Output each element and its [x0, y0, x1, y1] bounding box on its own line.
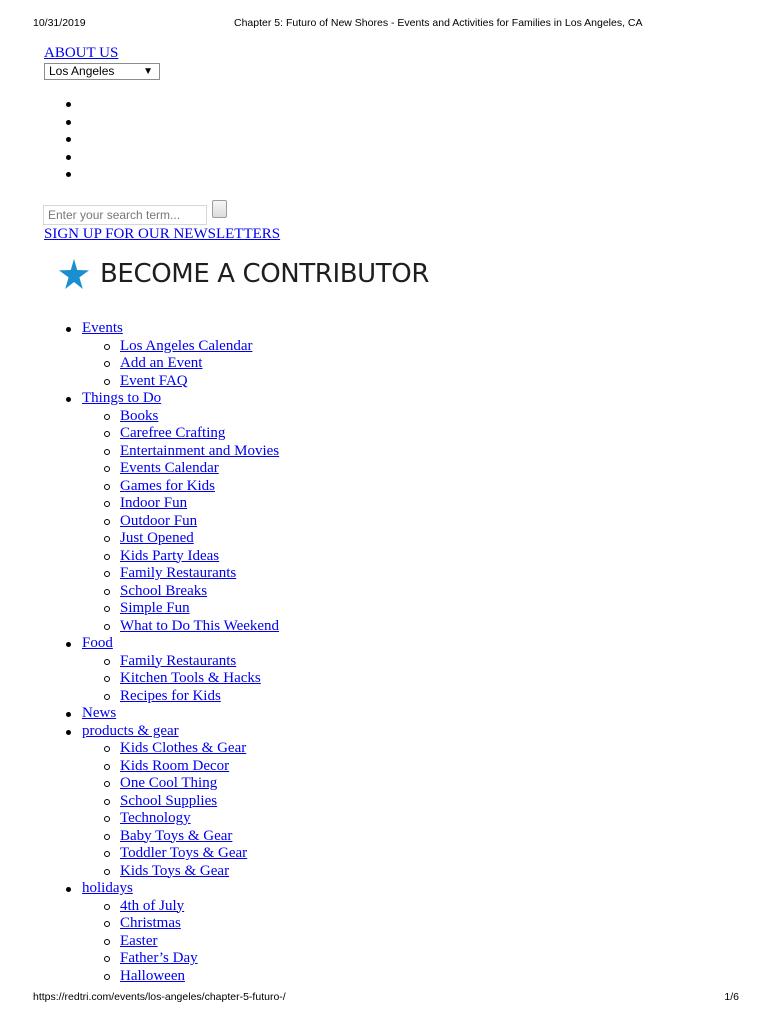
bullet-circle	[104, 816, 110, 822]
print-date: 10/31/2019	[33, 17, 86, 29]
bullet-circle	[104, 676, 110, 682]
sub-nav-item	[44, 810, 279, 828]
bullet-dot	[66, 120, 71, 125]
nav-item-food	[44, 635, 279, 705]
sub-nav-link-event-faq[interactable]: Event FAQ	[120, 372, 188, 389]
print-url: https://redtri.com/events/los-angeles/chapter-5-futuro-/	[33, 991, 286, 1003]
about-us-link[interactable]: ABOUT US	[44, 45, 119, 61]
nav-link-products-gear[interactable]: products & gear	[82, 722, 179, 739]
dropdown-caret-icon: ▼	[143, 66, 153, 77]
sub-nav-item	[44, 565, 279, 583]
sub-nav-item	[44, 688, 279, 706]
print-header	[0, 17, 770, 33]
sub-nav-link-christmas[interactable]: Christmas	[120, 915, 181, 931]
sub-nav-link-father-s-day[interactable]: Father’s Day	[120, 950, 198, 966]
nav-item-products-gear	[44, 723, 279, 881]
nav-item-news	[44, 705, 279, 723]
sub-nav-item	[44, 338, 279, 356]
bullet-circle	[104, 974, 110, 980]
sub-nav-item	[44, 793, 279, 811]
nav-row	[44, 320, 279, 338]
bullet-circle	[104, 939, 110, 945]
sub-nav-item	[44, 740, 279, 758]
sub-nav-link-outdoor-fun[interactable]: Outdoor Fun	[120, 512, 198, 529]
sub-nav-link-one-cool-thing[interactable]: One Cool Thing	[120, 775, 218, 791]
star-icon	[58, 258, 90, 290]
nav-link-events[interactable]: Events	[82, 320, 123, 336]
bullet-circle	[104, 659, 110, 665]
sub-nav-item	[44, 478, 279, 496]
bullet-circle	[104, 746, 110, 752]
sub-nav-item	[44, 828, 279, 846]
sub-nav-item	[44, 408, 279, 426]
sub-nav-item	[44, 513, 279, 531]
sub-nav-link-books[interactable]: Books	[120, 407, 159, 424]
nav-item-events	[44, 320, 279, 390]
sub-nav-link-kids-room-decor[interactable]: Kids Room Decor	[120, 757, 230, 774]
sub-nav-link-just-opened[interactable]: Just Opened	[120, 530, 194, 546]
nav-link-food[interactable]: Food	[82, 635, 113, 651]
sub-nav-item	[44, 670, 279, 688]
print-page-title: Chapter 5: Futuro of New Shores - Events and Activities for Families in Los Angeles, CA	[234, 17, 643, 29]
bullet-circle	[104, 519, 110, 525]
bullet-circle	[104, 431, 110, 437]
bullet-circle	[104, 764, 110, 770]
bullet-dot	[66, 172, 71, 177]
bullet-circle	[104, 694, 110, 700]
newsletter-signup-link[interactable]: SIGN UP FOR OUR NEWSLETTERS	[44, 226, 281, 242]
search-input[interactable]	[43, 205, 207, 225]
sub-nav-link-add-an-event[interactable]: Add an Event	[120, 355, 203, 371]
bullet-circle	[104, 414, 110, 420]
contributor-label: BECOME A CONTRIBUTOR	[100, 259, 430, 289]
bullet-dot	[66, 137, 71, 142]
main-nav	[44, 320, 279, 985]
sub-nav-item	[44, 775, 279, 793]
bullet-circle	[104, 449, 110, 455]
sub-nav-link-technology[interactable]: Technology	[120, 810, 191, 826]
bullet-dot	[66, 887, 71, 892]
sub-nav-link-what-to-do-this-weekend[interactable]: What to Do This Weekend	[120, 617, 280, 634]
sub-nav-item	[44, 495, 279, 513]
bullet-circle	[104, 606, 110, 612]
sub-nav-link-baby-toys-gear[interactable]: Baby Toys & Gear	[120, 827, 233, 844]
nav-item-holidays	[44, 880, 279, 985]
become-contributor-banner[interactable]	[58, 256, 429, 292]
bullet-circle	[104, 589, 110, 595]
sub-nav-list	[44, 653, 279, 706]
bullet-circle	[104, 361, 110, 367]
sub-nav-link-kids-clothes-gear[interactable]: Kids Clothes & Gear	[120, 740, 247, 756]
bullet-circle	[104, 379, 110, 385]
bullet-circle	[104, 501, 110, 507]
sub-nav-link-simple-fun[interactable]: Simple Fun	[120, 600, 190, 616]
nav-row	[44, 723, 279, 741]
sub-nav-item	[44, 443, 279, 461]
sub-nav-list	[44, 338, 279, 391]
sub-nav-item	[44, 373, 279, 391]
bullet-circle	[104, 466, 110, 472]
bullet-dot	[66, 642, 71, 647]
nav-link-news[interactable]: News	[82, 705, 117, 721]
sub-nav-item	[44, 618, 279, 636]
bullet-circle	[104, 344, 110, 350]
sub-nav-link-indoor-fun[interactable]: Indoor Fun	[120, 495, 188, 511]
print-page-number: 1/6	[724, 991, 739, 1003]
sub-nav-item	[44, 548, 279, 566]
search-submit-button[interactable]	[212, 200, 227, 218]
sub-nav-link-carefree-crafting[interactable]: Carefree Crafting	[120, 425, 226, 441]
bullet-circle	[104, 781, 110, 787]
sub-nav-link-family-restaurants[interactable]: Family Restaurants	[120, 652, 237, 669]
sub-nav-item	[44, 530, 279, 548]
sub-nav-link-school-supplies[interactable]: School Supplies	[120, 792, 218, 809]
sub-nav-link-halloween[interactable]: Halloween	[120, 967, 185, 984]
bullet-circle	[104, 799, 110, 805]
bullet-circle	[104, 834, 110, 840]
nav-row	[44, 880, 279, 898]
sub-nav-link-kitchen-tools-hacks[interactable]: Kitchen Tools & Hacks	[120, 670, 261, 686]
sub-nav-link-kids-party-ideas[interactable]: Kids Party Ideas	[120, 547, 220, 564]
print-footer	[0, 991, 770, 1007]
sub-nav-item	[44, 460, 279, 478]
bullet-circle	[104, 869, 110, 875]
sub-nav-link-family-restaurants[interactable]: Family Restaurants	[120, 565, 237, 581]
sub-nav-item	[44, 845, 279, 863]
bullet-dot	[66, 155, 71, 160]
city-select[interactable]	[44, 63, 160, 80]
bullet-dot	[66, 397, 71, 402]
bullet-circle	[104, 484, 110, 490]
city-select-value: Los Angeles	[49, 64, 115, 78]
nav-row	[44, 705, 279, 723]
sub-nav-item	[44, 968, 279, 986]
bullet-circle	[104, 571, 110, 577]
sub-nav-link-toddler-toys-gear[interactable]: Toddler Toys & Gear	[120, 845, 248, 861]
nav-row	[44, 390, 279, 408]
bullet-circle	[104, 956, 110, 962]
nav-row	[44, 635, 279, 653]
bullet-circle	[104, 921, 110, 927]
sub-nav-item	[44, 950, 279, 968]
sub-nav-link-games-for-kids[interactable]: Games for Kids	[120, 477, 215, 494]
nav-link-holidays[interactable]: holidays	[82, 880, 133, 896]
sub-nav-link-kids-toys-gear[interactable]: Kids Toys & Gear	[120, 862, 230, 879]
sub-nav-list	[44, 740, 279, 880]
sub-nav-item	[44, 933, 279, 951]
sub-nav-list	[44, 898, 279, 986]
sub-nav-link-recipes-for-kids[interactable]: Recipes for Kids	[120, 687, 221, 704]
nav-item-things-to-do	[44, 390, 279, 635]
sub-nav-link-events-calendar[interactable]: Events Calendar	[120, 460, 219, 476]
sub-nav-list	[44, 408, 279, 636]
bullet-circle	[104, 624, 110, 630]
bullet-dot	[66, 327, 71, 332]
sub-nav-item	[44, 915, 279, 933]
bullet-dot	[66, 102, 71, 107]
sub-nav-link-los-angeles-calendar[interactable]: Los Angeles Calendar	[120, 337, 253, 354]
bullet-circle	[104, 904, 110, 910]
sub-nav-item	[44, 600, 279, 618]
sub-nav-link-4th-of-july[interactable]: 4th of July	[120, 897, 185, 914]
bullet-dot	[66, 730, 71, 735]
sub-nav-item	[44, 583, 279, 601]
nav-link-things-to-do[interactable]: Things to Do	[82, 390, 162, 406]
sub-nav-item	[44, 898, 279, 916]
sub-nav-item	[44, 425, 279, 443]
sub-nav-item	[44, 653, 279, 671]
bullet-circle	[104, 536, 110, 542]
bullet-circle	[104, 851, 110, 857]
sub-nav-item	[44, 355, 279, 373]
bullet-circle	[104, 554, 110, 560]
sub-nav-item	[44, 758, 279, 776]
sub-nav-link-easter[interactable]: Easter	[120, 932, 158, 949]
sub-nav-link-school-breaks[interactable]: School Breaks	[120, 582, 208, 599]
sub-nav-link-entertainment-and-movies[interactable]: Entertainment and Movies	[120, 442, 280, 459]
sub-nav-item	[44, 863, 279, 881]
bullet-dot	[66, 712, 71, 717]
